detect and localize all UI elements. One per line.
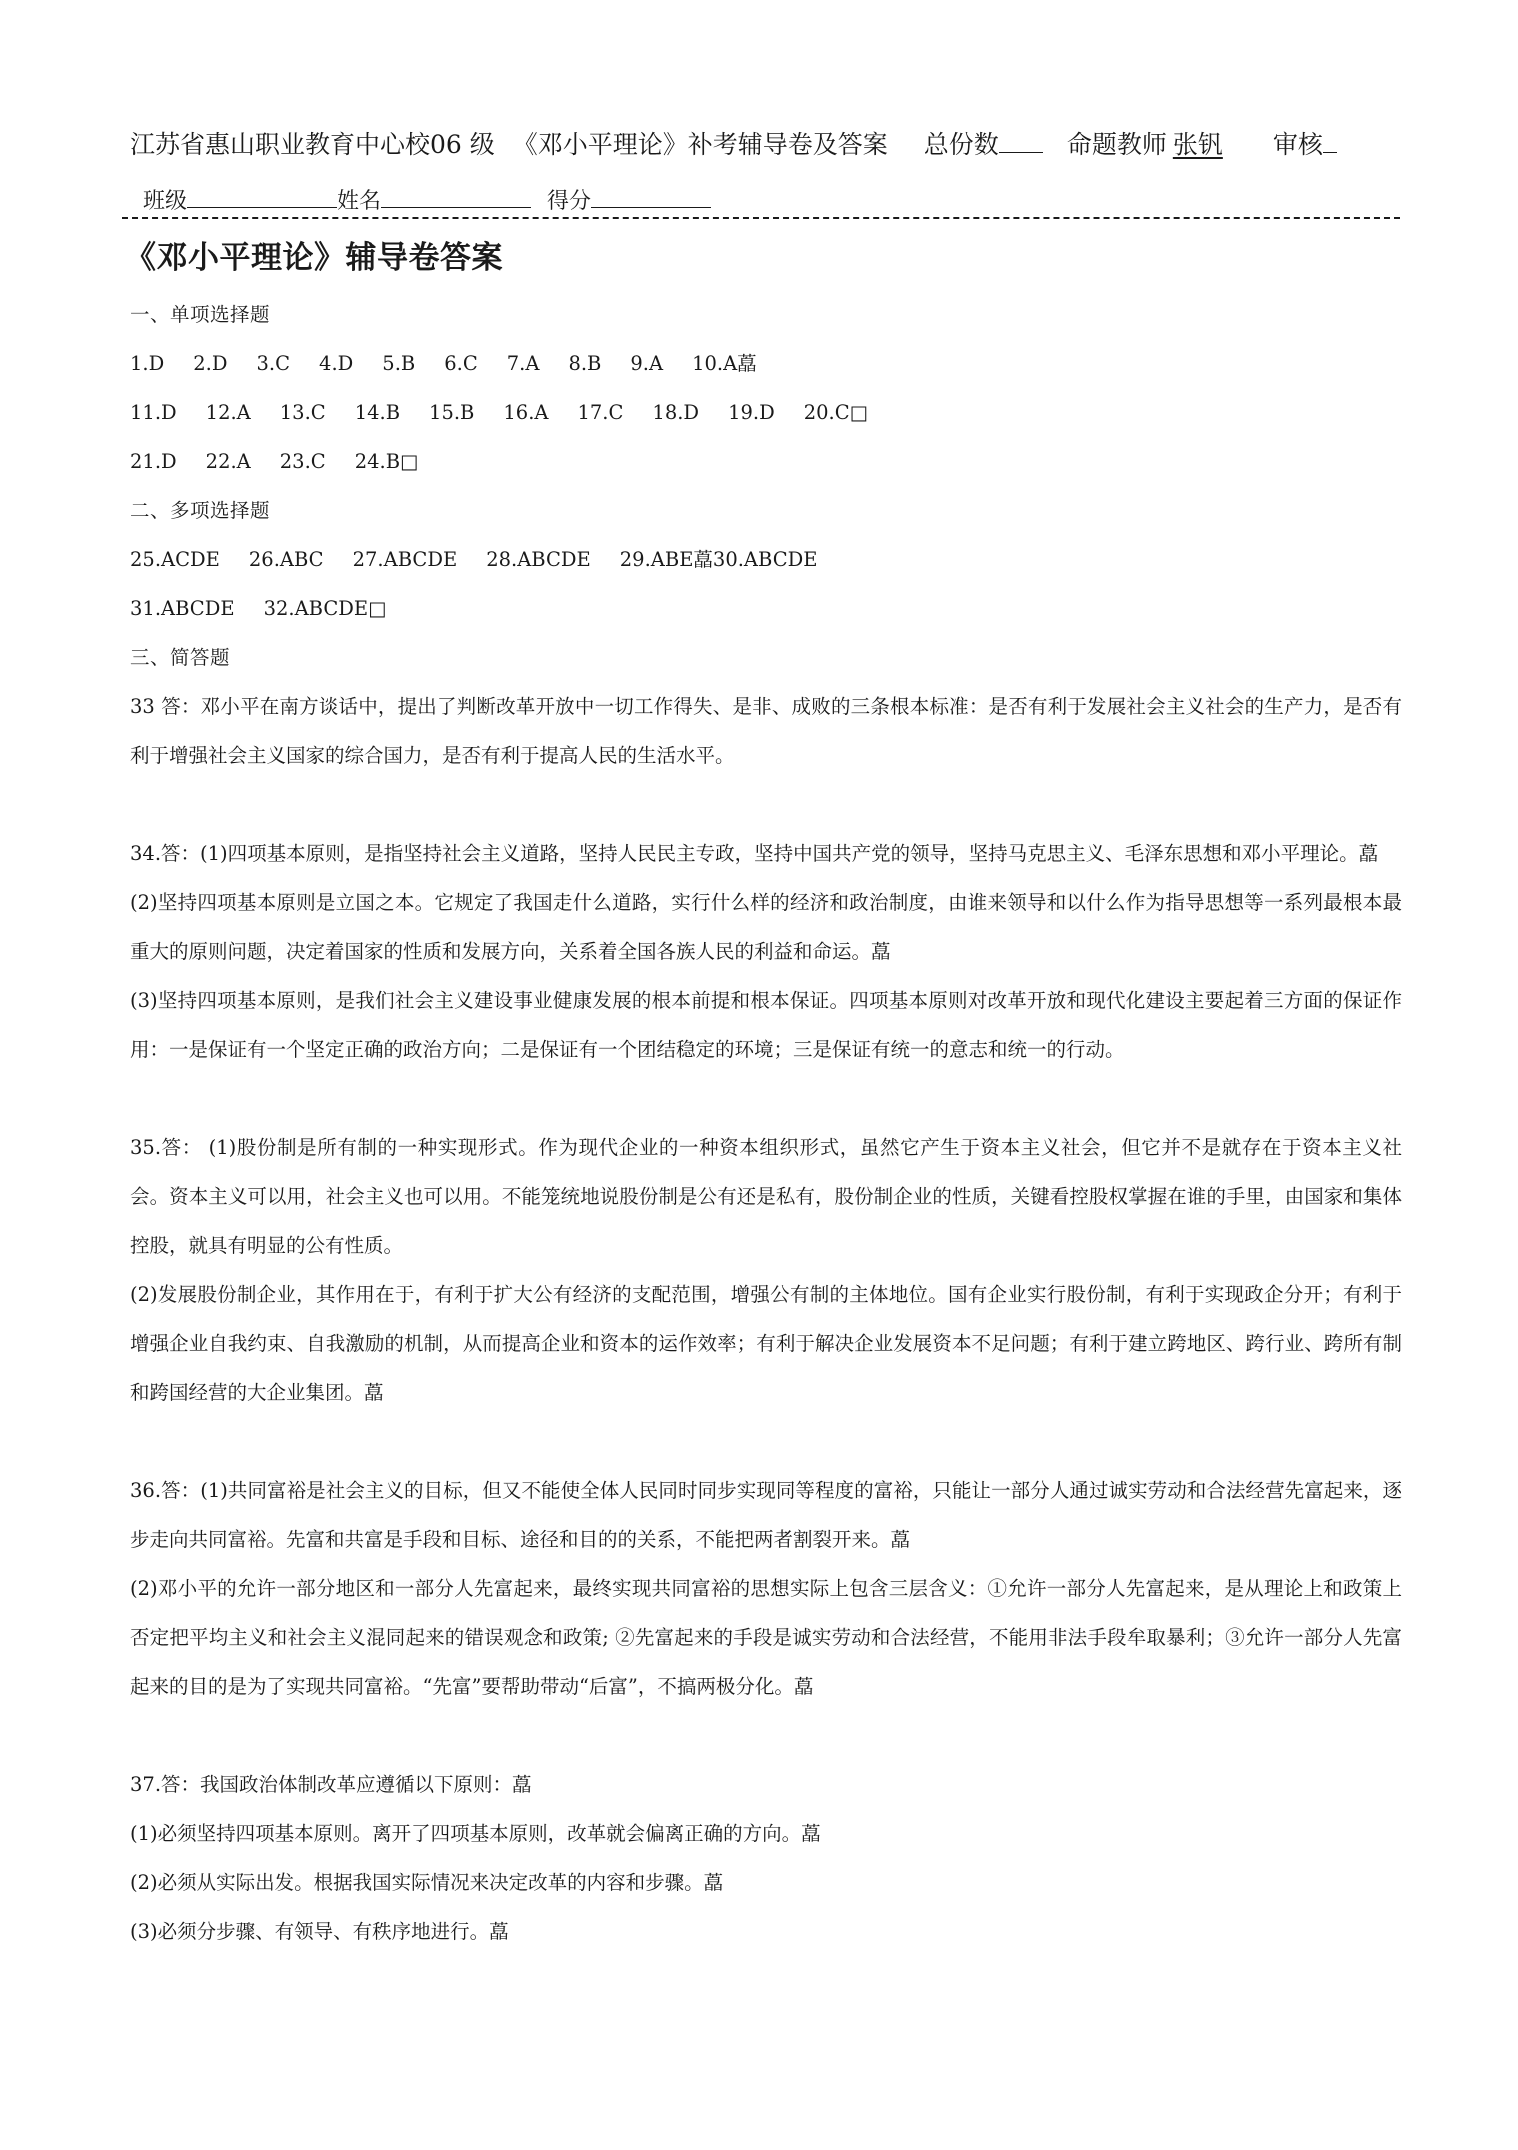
exam-title: 《邓小平理论》补考辅导卷及答案 [512,130,888,159]
single-answers-row-3 [130,437,1402,486]
answer-36-part-2: (2)邓小平的允许一部分地区和一部分人先富起来，最终实现共同富裕的思想实际上包含三层含义：①允许一部分人先富起来，是从理论上和政策上否定把平均主义和社会主义混同起来的错误观念和政策; ②先富起来的手段是诚实劳动和合法经营，不能用非法手段牟取暴利；③允许一部分人先富起来的目的是为了实现共同富裕。“先富”要帮助带动“后富”，不搞两极分化。藠 [130,1577,1402,1698]
answer-item: 2.D [193,352,228,375]
answer-item: 4.D [319,352,354,375]
answer-35-part-2: (2)发展股份制企业，其作用在于，有利于扩大公有经济的支配范围，增强公有制的主体地位。国有企业实行股份制，有利于实现政企分开；有利于增强企业自我约束、自我激励的机制，从而提高企业和资本的运作效率；有利于解决企业发展资本不足问题；有利于建立跨地区、跨行业、跨所有制和跨国经营的大企业集团。藠 [130,1283,1402,1404]
answer-item: 18.D [652,401,700,424]
class-label: 班级 [143,189,188,214]
answer-item: 10.A藠 [692,352,757,375]
answer-item: 28.ABCDE [486,548,591,571]
multi-answers-row-1 [130,535,1402,584]
class-blank [187,187,337,208]
name-blank [381,187,531,208]
answer-item: 23.C [279,450,326,473]
answer-34-part-3: (3)坚持四项基本原则，是我们社会主义建设事业健康发展的根本前提和根本保证。四项基本原则对改革开放和现代化建设主要起着三方面的保证作用：一是保证有一个坚定正确的政治方向；二是保证有一个团结稳定的环境；三是保证有统一的意志和统一的行动。 [130,989,1402,1061]
single-answers-row-2 [130,388,1402,437]
answer-item: 8.B [568,352,602,375]
answer-item: 16.A [503,401,549,424]
answer-item: 17.C [577,401,624,424]
student-info [143,184,711,215]
answer-item: 12.A [205,401,251,424]
exam-header [130,125,1337,161]
answer-34-part-2: (2)坚持四项基本原则是立国之本。它规定了我国走什么道路，实行什么样的经济和政治制度，由谁来领导和以什么作为指导思想等一系列最根本最重大的原则问题，决定着国家的性质和发展方向，关系着全国各族人民的利益和命运。藠 [130,891,1402,963]
answer-item: 6.C [444,352,478,375]
answer-37-point-2: (2)必须从实际出发。根据我国实际情况来决定改革的内容和步骤。藠 [130,1871,724,1894]
section-heading-single: 一、单项选择题 [130,303,271,326]
answer-item: 11.D [130,401,177,424]
answer-33: 33 答：邓小平在南方谈话中，提出了判断改革开放中一切工作得失、是非、成败的三条根本标准：是否有利于发展社会主义社会的生产力，是否有利于增强社会主义国家的综合国力，是否有利于提高人民的生活水平。 [130,695,1402,767]
answer-item: 19.D [728,401,775,424]
cut-line-divider [122,217,1400,219]
score-label: 得分 [547,189,592,214]
answer-37-intro: 37.答：我国政治体制改革应遵循以下原则：藠 [130,1773,532,1796]
answer-35-part-1: 35.答： (1)股份制是所有制的一种实现形式。作为现代企业的一种资本组织形式，虽然它产生于资本主义社会，但它并不是就存在于资本主义社会。资本主义可以用，社会主义也可以用。不能笼统地说股份制是公有还是私有，股份制企业的性质，关键看控股权掌握在谁的手里，由国家和集体控股，就具有明显的公有性质。 [130,1136,1402,1257]
name-label: 姓名 [337,189,382,214]
grade: 06 级 [430,130,495,159]
answer-item: 9.A [630,352,664,375]
answer-item: 14.B [354,401,401,424]
answer-item: 29.ABE藠30.ABCDE [619,548,818,571]
single-answers-row-1 [130,339,1402,388]
score-blank [591,187,711,208]
answer-37-point-3: (3)必须分步骤、有领导、有秩序地进行。藠 [130,1920,509,1943]
review-blank [1323,130,1337,153]
answer-item: 3.C [256,352,291,375]
answer-item: 21.D [130,450,177,473]
answer-content [130,290,1402,1956]
school-name: 江苏省惠山职业教育中心校 [130,130,431,159]
answer-item: 13.C [279,401,326,424]
answer-item: 26.ABC [248,548,324,571]
answer-item: 7.A [506,352,540,375]
section-heading-multi: 二、多项选择题 [130,499,271,522]
answer-36-part-1: 36.答：(1)共同富裕是社会主义的目标，但又不能使全体人民同时同步实现同等程度的富裕，只能让一部分人通过诚实劳动和合法经营先富起来，逐步走向共同富裕。先富和共富是手段和目标、途径和目的的关系，不能把两者割裂开来。藠 [130,1479,1402,1551]
answer-item: 22.A [205,450,251,473]
page-title: 《邓小平理论》辅导卷答案 [125,240,503,276]
teacher-name: 张钒 [1172,130,1223,159]
answer-item: 15.B [429,401,475,424]
total-copies-label: 总份数 [923,130,999,159]
answer-item: 27.ABCDE [352,548,458,571]
answer-item: 24.B□ [354,450,419,473]
answer-item: 31.ABCDE [130,597,235,620]
answer-37-point-1: (1)必须坚持四项基本原则。离开了四项基本原则，改革就会偏离正确的方向。藠 [130,1822,821,1845]
answer-item: 32.ABCDE□ [263,597,387,620]
answer-item: 1.D [130,352,165,375]
multi-answers-row-2 [130,584,1402,633]
review-label: 审核 [1272,130,1323,159]
total-copies-blank [999,130,1043,153]
answer-34-part-1: 34.答：(1)四项基本原则，是指坚持社会主义道路，坚持人民民主专政，坚持中国共产党的领导，坚持马克思主义、毛泽东思想和邓小平理论。藠 [130,842,1379,865]
answer-item: 25.ACDE [130,548,220,571]
teacher-label: 命题教师 [1066,130,1167,159]
section-heading-short: 三、简答题 [130,646,231,669]
answer-item: 20.C□ [803,401,869,424]
answer-item: 5.B [382,352,416,375]
